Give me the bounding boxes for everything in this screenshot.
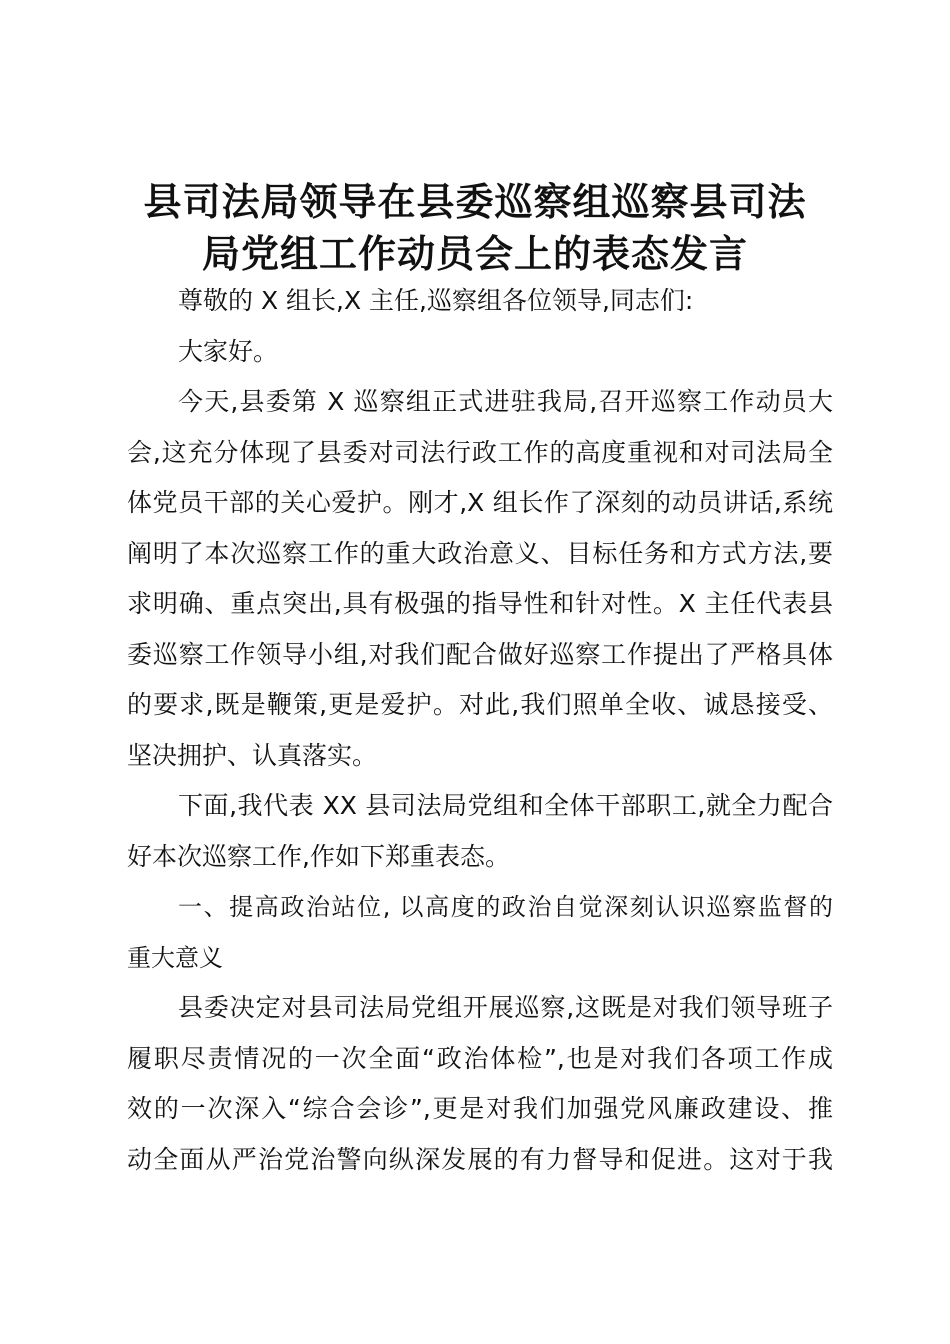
body-line: 好本次巡察工作,作如下郑重表态。 bbox=[127, 841, 510, 871]
body-line: 今天,县委第 X 巡察组正式进驻我局,召开巡察工作动员大 bbox=[178, 387, 833, 416]
body-line: 大家好。 bbox=[178, 336, 279, 366]
document-title bbox=[110, 176, 840, 280]
body-line: 尊敬的 X 组长,X 主任,巡察组各位领导,同志们: bbox=[178, 286, 694, 315]
body-line: 的要求,既是鞭策,更是爱护。对此,我们照单全收、诚恳接受、 bbox=[127, 690, 833, 719]
body-line: 坚决拥护、认真落实。 bbox=[127, 740, 378, 770]
body-line: 委巡察工作领导小组,对我们配合做好巡察工作提出了严格具体 bbox=[127, 639, 833, 669]
title-line-2: 局党组工作动员会上的表态发言 bbox=[201, 231, 748, 276]
body-line: 体党员干部的关心爱护。刚才,X 组长作了深刻的动员讲话,系统 bbox=[127, 488, 833, 517]
body-line: 县委决定对县司法局党组开展巡察,这既是对我们领导班子 bbox=[178, 993, 833, 1022]
body-line: 效的一次深入“综合会诊”,更是对我们加强党风廉政建设、推 bbox=[127, 1094, 833, 1123]
body-line: 动全面从严治党治警向纵深发展的有力督导和促进。这对于我 bbox=[127, 1144, 833, 1174]
body-line: 阐明了本次巡察工作的重大政治意义、目标任务和方式方法,要 bbox=[127, 538, 833, 568]
body-line: 履职尽责情况的一次全面“政治体检”,也是对我们各项工作成 bbox=[127, 1043, 833, 1073]
body-line: 重大意义 bbox=[127, 943, 223, 972]
title-line-1: 县司法局领导在县委巡察组巡察县司法 bbox=[143, 179, 807, 224]
body-line: 求明确、重点突出,具有极强的指导性和针对性。X 主任代表县 bbox=[127, 589, 833, 618]
body-line: 下面,我代表 XX 县司法局党组和全体干部职工,就全力配合 bbox=[178, 791, 833, 820]
body-line: 会,这充分体现了县委对司法行政工作的高度重视和对司法局全 bbox=[127, 437, 833, 467]
body-line: 一、提高政治站位, 以高度的政治自觉深刻认识巡察监督的 bbox=[178, 893, 833, 921]
